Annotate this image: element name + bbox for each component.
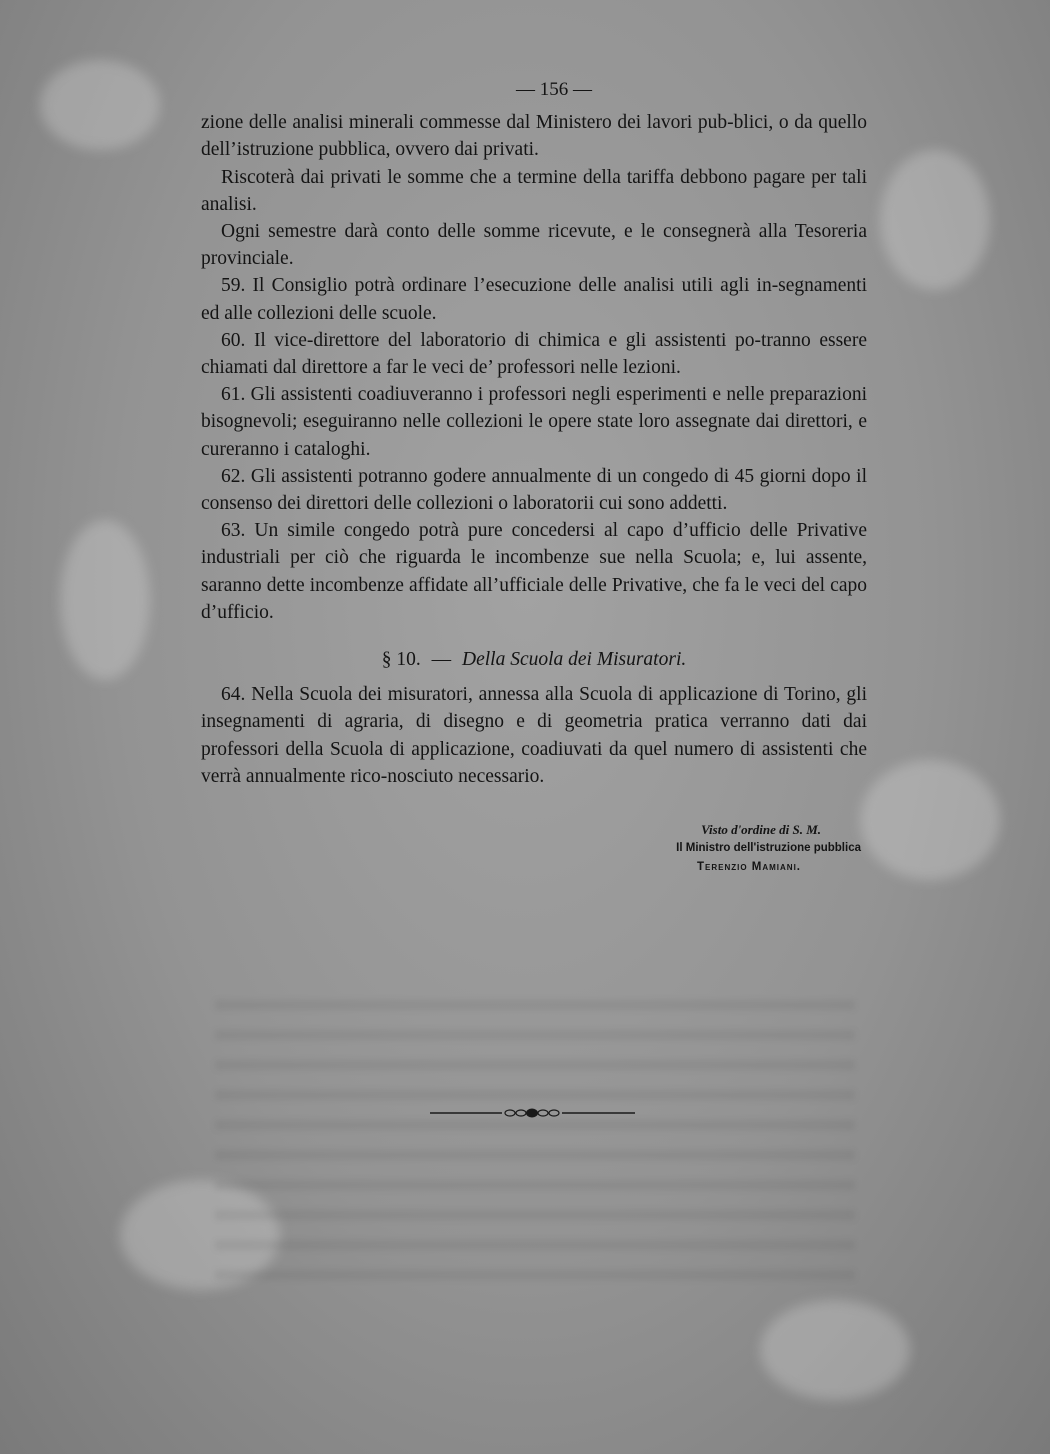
paragraph: 59. Il Consiglio potrà ordinare l’esecuzione delle analisi utili agli in-segnamenti ed alle collezioni delle scuole. <box>201 275 867 324</box>
paragraph: 62. Gli assistenti potranno godere annualmente di un congedo di 45 giorni dopo il consenso dei direttori delle collezioni o laboratorii cui sono addetti. <box>201 465 867 515</box>
signature-visto: Visto d'ordine di S. M. <box>701 822 821 838</box>
paragraph: 63. Un simile congedo potrà pure concedersi al capo d’ufficio delle Privative industriali per ciò che riguarda le incombenze sue nella Scuola; e, lui assente, saranno dette incombenze affidate all’ufficiale delle Privative, che fa le veci del capo d’ufficio. <box>201 520 867 623</box>
section-number: § 10. <box>381 649 421 671</box>
paper-stain <box>860 760 1000 880</box>
paper-stain <box>60 520 150 680</box>
paragraph: 64. Nella Scuola dei misuratori, annessa alla Scuola di applicazione di Torino, gli insegnamenti di agraria, di disegno e di geometria pratica verranno dati dai professori della Scuola di applicazione, coadiuvati da quel numero di assistenti che verrà annualmente rico-nosciuto necessario. <box>201 684 867 787</box>
signature-name: Terenzio Mamiani. <box>697 861 801 874</box>
paper-stain <box>40 60 160 150</box>
signature-minister: Il Ministro dell'istruzione pubblica <box>676 842 861 855</box>
section-title: Della Scuola dei Misuratori. <box>462 649 687 671</box>
paragraph: zione delle analisi minerali commesse dal Ministero dei lavori pub-blici, o da quello dell’istruzione pubblica, ovvero dai privati. <box>201 112 867 161</box>
paper-stain <box>760 1300 910 1400</box>
paragraph: Ogni semestre darà conto delle somme ricevute, e le consegnerà alla Tesoreria provinciale. <box>201 221 867 270</box>
section-dash: — <box>431 649 452 671</box>
bleed-through <box>215 1000 855 1300</box>
section-heading <box>201 646 867 673</box>
page-content <box>201 76 867 877</box>
page-number: — 156 — <box>516 79 592 100</box>
signature-block <box>201 820 861 877</box>
paragraph: 61. Gli assistenti coadiuveranno i professori negli esperimenti e nelle preparazioni bisognevoli; eseguiranno nelle collezioni le opere state loro assegnate dai direttori, e cureranno i cataloghi. <box>201 384 867 460</box>
ornament-divider-icon <box>430 1106 640 1120</box>
paragraph: 60. Il vice-direttore del laboratorio di chimica e gli assistenti po-tranno essere chiamati dal direttore a far le veci de’ professori nelle lezioni. <box>201 329 867 379</box>
paragraph: Riscoterà dai privati le somme che a termine della tariffa debbono pagare per tali analisi. <box>201 166 867 215</box>
paper-stain <box>880 150 990 290</box>
